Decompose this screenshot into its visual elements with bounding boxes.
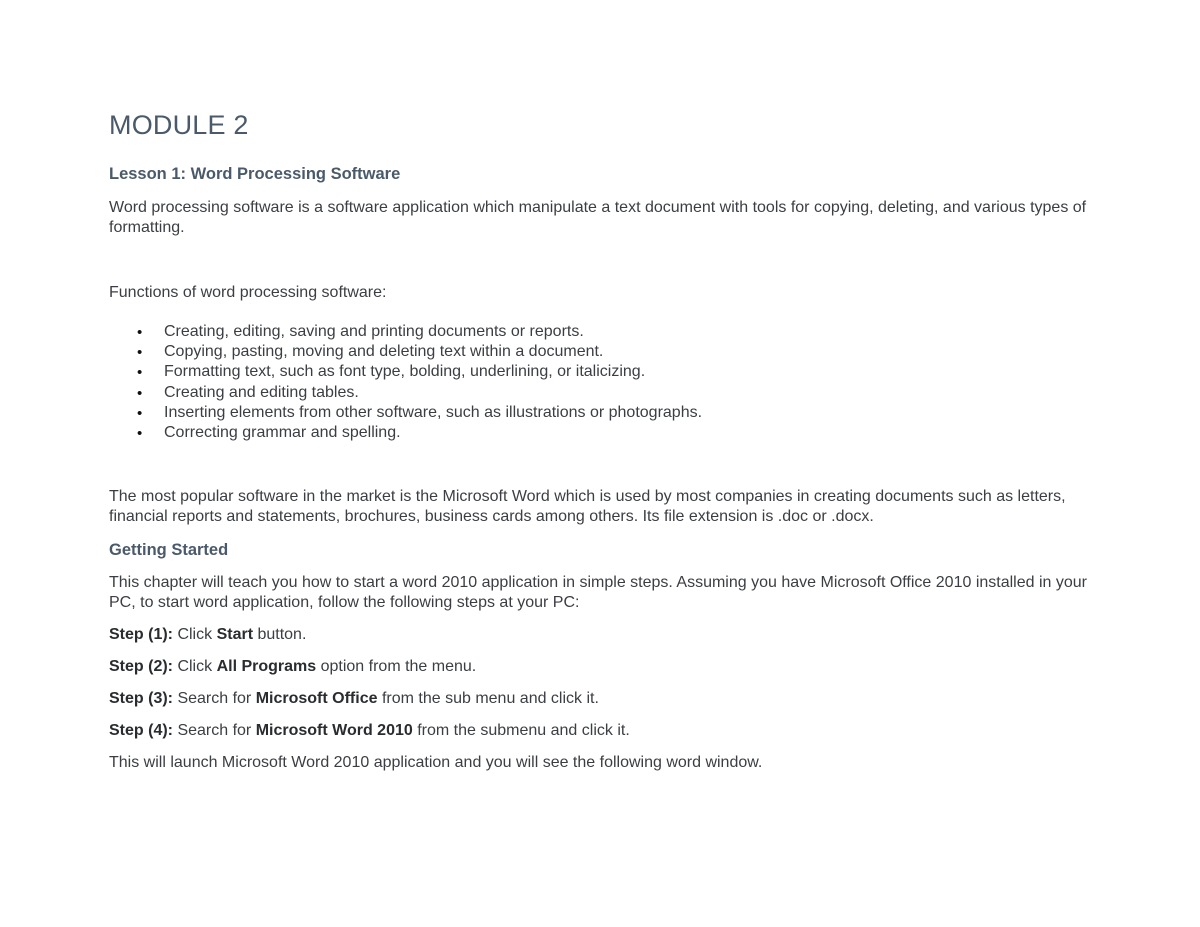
step-label: Step (4): — [109, 722, 173, 740]
list-item — [109, 322, 1089, 342]
bullet-icon: • — [137, 384, 143, 402]
bullet-icon: • — [137, 364, 143, 382]
step-text: Click — [173, 658, 217, 676]
bullet-icon: • — [137, 425, 143, 443]
chapter-intro: This chapter will teach you how to start a word 2010 application in simple steps. Assuming you have Microsoft Office 2010 installed in your PC, to start word application, follow the following steps at your PC: — [109, 574, 1087, 612]
list-item-text: Formatting text, such as font type, bolding, underlining, or italicizing. — [164, 363, 646, 381]
step-1 — [109, 625, 1089, 645]
step-text: Search for — [173, 690, 256, 708]
step-label: Step (3): — [109, 690, 173, 708]
step-emphasis: Start — [216, 626, 254, 644]
list-item — [109, 383, 1089, 403]
lesson-heading: Lesson 1: Word Processing Software — [109, 165, 401, 183]
step-emphasis: Microsoft Office — [255, 690, 378, 708]
list-item-text: Creating, editing, saving and printing documents or reports. — [164, 323, 584, 340]
list-item-text: Inserting elements from other software, such as illustrations or photographs. — [164, 403, 703, 421]
functions-label: Functions of word processing software: — [109, 284, 387, 301]
list-item-text: Correcting grammar and spelling. — [164, 424, 401, 442]
step-3 — [109, 689, 1089, 709]
step-emphasis: All Programs — [216, 658, 317, 676]
module-title: MODULE 2 — [109, 110, 249, 140]
bullet-icon: • — [137, 344, 143, 362]
list-item — [109, 342, 1089, 362]
step-text: button. — [253, 626, 307, 644]
step-text: from the submenu and click it. — [412, 722, 630, 740]
intro-paragraph: Word processing software is a software application which manipulate a text document with tools for copying, deleting, and various types of formatting. — [109, 199, 1087, 236]
document-page — [109, 108, 1089, 773]
step-label: Step (1): — [109, 626, 173, 644]
step-text: Click — [173, 626, 217, 644]
bullet-icon: • — [137, 404, 143, 422]
getting-started-heading: Getting Started — [109, 541, 229, 560]
step-text: Search for — [173, 722, 256, 740]
list-item — [109, 423, 1089, 443]
list-item — [109, 403, 1089, 423]
step-text: from the sub menu and click it. — [377, 690, 599, 708]
step-text: option from the menu. — [316, 658, 477, 676]
step-4 — [109, 721, 1089, 741]
step-2 — [109, 657, 1089, 677]
list-item-text: Creating and editing tables. — [164, 383, 359, 401]
popular-paragraph: The most popular software in the market is the Microsoft Word which is used by most companies in creating documents such as letters, financial reports and statements, brochures, business cards among others. Its file extension is .doc or .docx. — [109, 488, 1066, 526]
step-label: Step (2): — [109, 658, 173, 676]
list-item — [109, 362, 1089, 382]
list-item-text: Copying, pasting, moving and deleting text within a document. — [164, 343, 604, 361]
launch-note: This will launch Microsoft Word 2010 application and you will see the following word window. — [109, 754, 763, 772]
bullet-icon: • — [137, 324, 143, 341]
step-emphasis: Microsoft Word 2010 — [255, 722, 413, 740]
functions-list — [109, 322, 1089, 443]
